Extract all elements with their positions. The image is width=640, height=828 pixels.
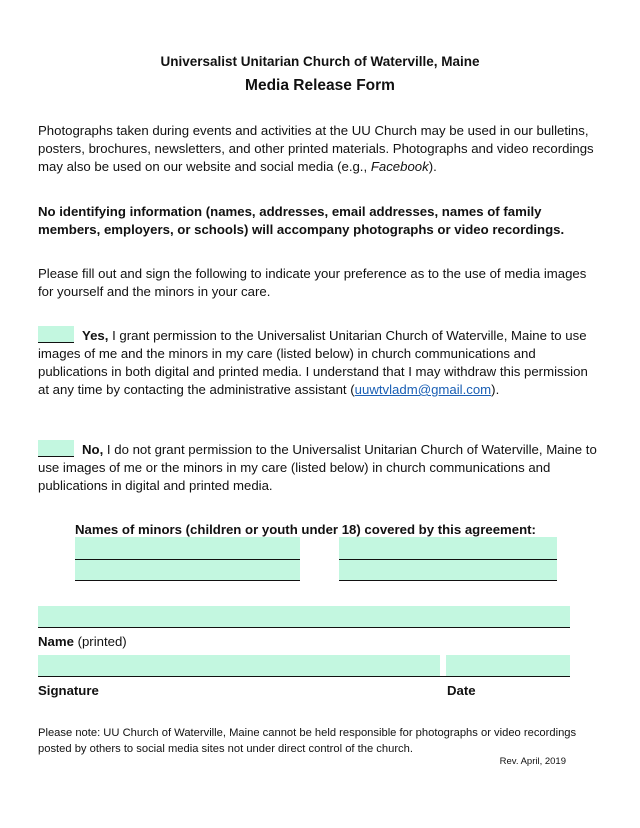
minor-name-field-2[interactable] — [339, 537, 557, 560]
facebook-text: Facebook — [370, 159, 429, 174]
revision-date: Rev. April, 2019 — [499, 756, 566, 767]
date-field[interactable] — [446, 655, 570, 677]
name-label-bold: Name — [38, 634, 74, 649]
minor-name-field-4[interactable] — [339, 560, 557, 581]
intro-text-end: ). — [428, 159, 437, 174]
yes-label: Yes, — [82, 328, 109, 343]
intro-paragraph-photos — [38, 122, 598, 176]
no-identifying-info-paragraph: No identifying information (names, addresses, email addresses, names of family members, employers, or schools) will accompany photographs or video recordings. — [38, 204, 565, 237]
no-option — [38, 440, 598, 495]
name-label — [38, 634, 127, 649]
form-title: Media Release Form — [245, 77, 395, 94]
yes-checkbox-field[interactable] — [38, 326, 74, 343]
name-label-rest: (printed) — [73, 634, 127, 649]
minor-name-field-1[interactable] — [75, 537, 300, 560]
disclaimer-note: Please note: UU Church of Waterville, Maine cannot be held responsible for photographs or video recordings posted by others to social media sites not under direct control of the church. — [38, 727, 577, 755]
no-label: No, — [82, 442, 104, 457]
minor-name-field-3[interactable] — [75, 560, 300, 581]
printed-name-field[interactable] — [38, 606, 570, 628]
admin-email-link[interactable]: uuwtvladm@gmail.com — [354, 382, 492, 397]
no-text: I do not grant permission to the Universalist Unitarian Church of Waterville, Maine to use images of me or the minors in my care (listed below) in church communications and publications in digital and printed media. — [38, 442, 597, 493]
minors-heading: Names of minors (children or youth under 18) covered by this agreement: — [75, 522, 536, 537]
yes-text: I grant permission to the Universalist Unitarian Church of Waterville, Maine to use images of me and the minors in my care (listed below) in church communications and publications in both digital and printed media. I understand that I may withdraw this permission at any time by contacting the administrative assistant ( — [38, 328, 588, 397]
yes-text-end: ). — [491, 382, 500, 397]
yes-option — [38, 326, 598, 399]
no-checkbox-field[interactable] — [38, 440, 74, 457]
intro-text: Photographs taken during events and activities at the UU Church may be used in our bulletins, posters, brochures, newsletters, and other printed materials. Photographs and video recordings may also be used on our website and social media (e.g., — [38, 123, 594, 174]
date-label: Date — [447, 683, 476, 698]
signature-field[interactable] — [38, 655, 440, 677]
signature-label: Signature — [38, 683, 99, 698]
church-name: Universalist Unitarian Church of Waterville, Maine — [160, 54, 480, 69]
instructions-paragraph: Please fill out and sign the following to indicate your preference as to the use of media images for yourself and the minors in your care. — [38, 266, 587, 299]
